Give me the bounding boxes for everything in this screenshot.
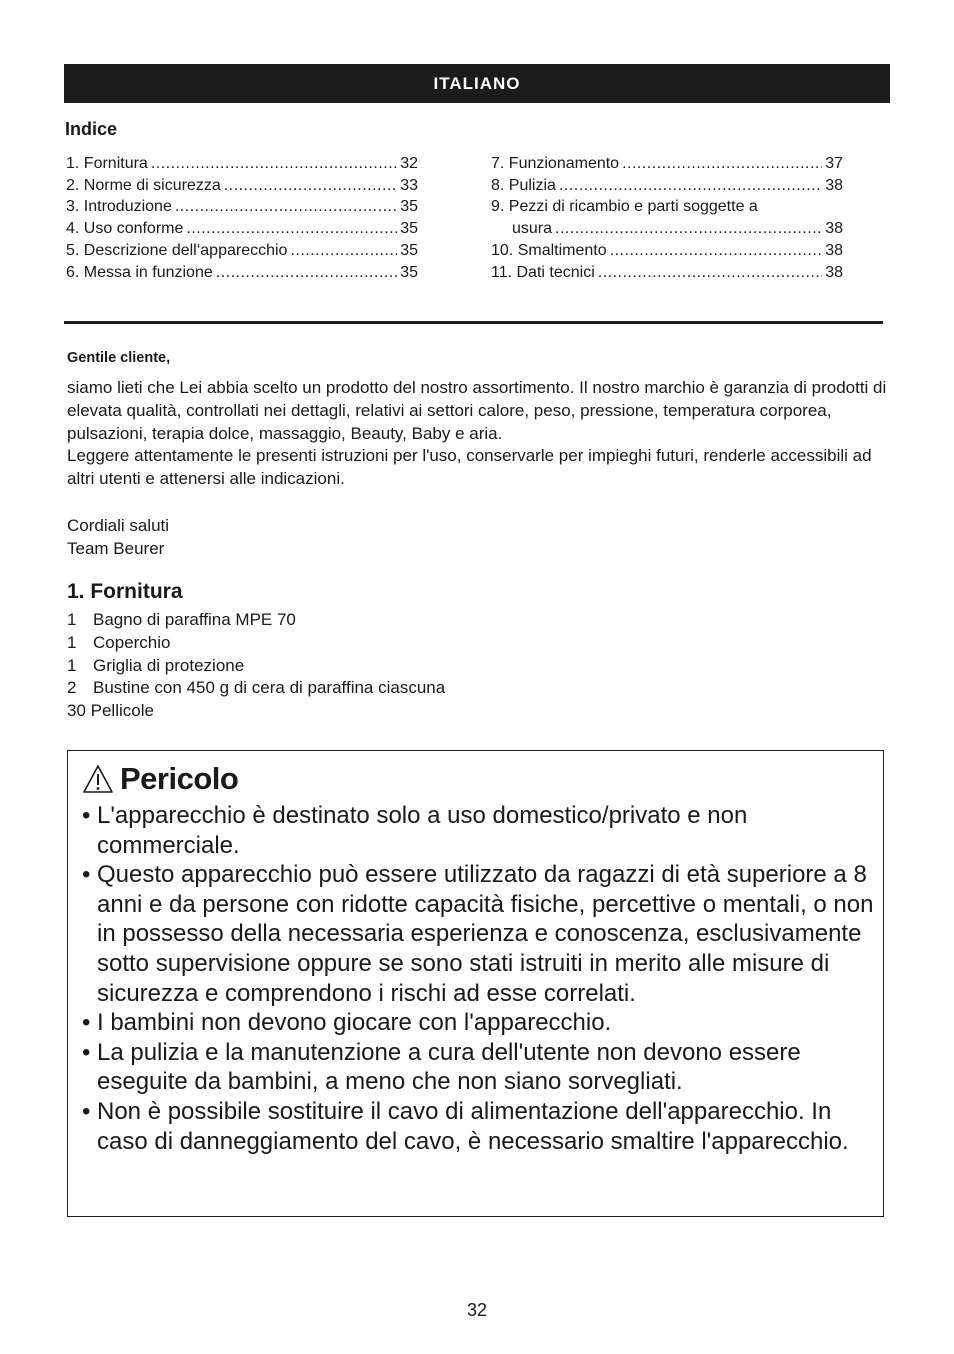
list-item: 1 Coperchio	[67, 632, 171, 652]
toc-right-column	[491, 153, 843, 283]
page-number: 32	[466, 1300, 488, 1320]
danger-list	[82, 801, 882, 1156]
toc-entry[interactable]: 8. Pulizia ..... 38	[491, 175, 843, 197]
toc-entry[interactable]: 11. Dati tecnici ..... 38	[491, 262, 843, 284]
list-item: 1 Bagno di paraffina MPE 70	[67, 610, 296, 629]
danger-box	[67, 750, 884, 1217]
supply-list	[67, 609, 445, 723]
toc-entry[interactable]: 3. Introduzione ..... 35	[66, 196, 418, 218]
toc-entry[interactable]: 5. Descrizione dell‘apparecchio ..... 35	[66, 240, 418, 262]
danger-header	[82, 761, 238, 797]
list-item: • La pulizia e la manutenzione a cura dell'utente non devono essere eseguite da bambini, a meno che non siano sorvegliati.	[82, 1038, 801, 1096]
toc-entry-line[interactable]: 9. Pezzi di ricambio e parti soggette a	[491, 198, 758, 216]
toc-title: Indice	[65, 119, 118, 139]
list-item: 2 Bustine con 450 g di cera di paraffina ciascuna	[67, 678, 446, 698]
toc-entry[interactable]: usura ..... 38	[491, 218, 843, 240]
list-item: • Questo apparecchio può essere utilizzato da ragazzi di età superiore a 8 anni e da persone con ridotte capacità fisiche, percettive o mentali, o non in possesso della necessaria esperienza e conoscenza, esclusivamente sotto supervisione oppure se sono stati istruiti in merito alle misure di sicurezza e comprendono i rischi ad esse correlati.	[82, 861, 874, 1007]
toc-entry[interactable]: 7. Funzionamento ..... 37	[491, 153, 843, 175]
warning-triangle-icon	[82, 764, 114, 794]
signoff	[67, 515, 169, 561]
section-divider	[64, 321, 883, 324]
toc-left-column	[66, 153, 418, 283]
list-item: 1 Griglia di protezione	[67, 655, 245, 675]
danger-title: Pericolo	[120, 761, 239, 796]
section-title: 1. Fornitura	[67, 580, 183, 603]
greeting: Gentile cliente,	[67, 350, 171, 366]
toc-entry[interactable]: 10. Smaltimento ..... 38	[491, 240, 843, 262]
language-label: ITALIANO	[433, 73, 521, 93]
list-item: • L'apparecchio è destinato solo a uso domestico/privato e non commerciale.	[82, 802, 748, 859]
signoff-line: Team Beurer	[67, 538, 165, 558]
intro-paragraph: Leggere attentamente le presenti istruzioni per l'uso, conservarle per impieghi futuri, renderle accessibili ad altri utenti e attenersi alle indicazioni.	[67, 446, 872, 489]
intro-paragraph: siamo lieti che Lei abbia scelto un prodotto del nostro assortimento. Il nostro marchio è garanzia di prodotti di elevata qualità, controllati nei dettagli, relativi ai settori calore, peso, pressione, temperatura corporea, pulsazioni, terapia dolce, massaggio, Beauty, Baby e aria.	[67, 378, 887, 443]
list-item: 30 Pellicole	[67, 701, 154, 721]
toc-entry[interactable]: 2. Norme di sicurezza ..... 33	[66, 175, 418, 197]
toc-entry[interactable]: 4. Uso conforme ..... 35	[66, 218, 418, 240]
intro-text	[67, 377, 887, 491]
toc-entry[interactable]: 1. Fornitura ..... 32	[66, 153, 418, 175]
list-item: • I bambini non devono giocare con l'apparecchio.	[82, 1009, 612, 1037]
toc-entry[interactable]: 6. Messa in funzione ..... 35	[66, 262, 418, 284]
list-item: • Non è possibile sostituire il cavo di alimentazione dell'apparecchio. In caso di danneggiamento del cavo, è necessario smaltire l'apparecchio.	[82, 1097, 849, 1155]
language-header	[64, 64, 890, 103]
signoff-line: Cordiali saluti	[67, 516, 170, 535]
